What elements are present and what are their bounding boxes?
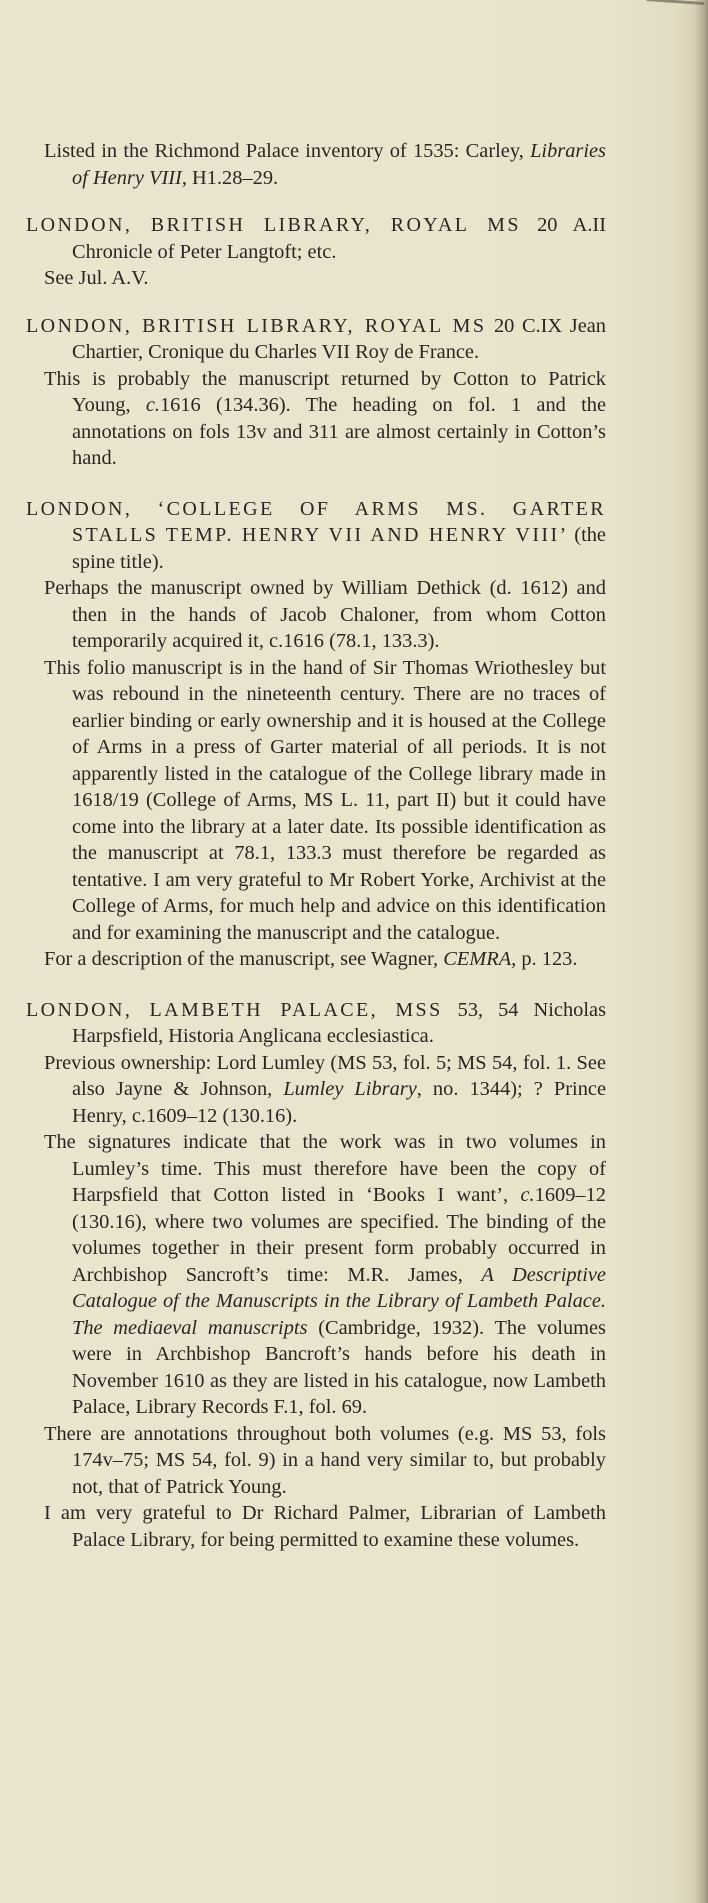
entry-heading: LONDON, BRITISH LIBRARY, ROYAL MS 20 A.II Chronicle of Peter Langtoft; etc.	[26, 214, 606, 263]
entry-royal-ms-20-a-ii	[26, 212, 606, 292]
entry-heading: LONDON, LAMBETH PALACE, MSS 53, 54 Nicholas Harpsfield, Historia Anglicana ecclesiastica.	[26, 998, 606, 1047]
entry-heading: LONDON, BRITISH LIBRARY, ROYAL MS 20 C.IX Jean Chartier, Cronique du Charles VII Roy de France.	[26, 314, 606, 363]
page-content	[26, 138, 606, 1580]
entry-note: The signatures indicate that the work was in two volumes in Lumley’s time. This must therefore have been the copy of Harpsfield that Cotton listed in ‘Books I want’, c.1609–12 (130.16), where two volumes are specified. The binding of the volumes together in their present form probably occurred in Archbishop Sancroft’s time: M.R. James, A Descriptive Catalogue of the Manuscripts in the Library of Lambeth Palace. The mediaeval manuscripts (Cambridge, 1932). The volumes were in Archbishop Bancroft’s hands before his death in November 1610 as they are listed in his catalogue, now Lambeth Palace, Library Records F.1, fol. 69.	[44, 1131, 606, 1418]
entry-heading: LONDON, ‘COLLEGE OF ARMS MS. GARTER STALLS TEMP. HENRY VII AND HENRY VIII’ (the spine title).	[26, 497, 606, 573]
entry-note: There are annotations throughout both volumes (e.g. MS 53, fols 174v–75; MS 54, fol. 9) in a hand very similar to, but probably not, that of Patrick Young.	[44, 1422, 606, 1498]
entry-note: For a description of the manuscript, see Wagner, CEMRA, p. 123.	[44, 948, 578, 970]
entry-note: This folio manuscript is in the hand of Sir Thomas Wriothesley but was rebound in the nineteenth century. There are no traces of earlier binding or early ownership and it is housed at the College of Arms in a press of Garter material of all periods. It is not apparently listed in the catalogue of the College library made in 1618/19 (College of Arms, MS L. 11, part II) but it could have come into the library at a later date. Its possible identification as the manuscript at 78.1, 133.3 must therefore be regarded as tentative. I am very grateful to Mr Robert Yorke, Archivist at the College of Arms, for much help and advice on this identification and for examining the manuscript and the catalogue.	[44, 656, 606, 944]
entry-note: This is probably the manuscript returned by Cotton to Patrick Young, c.1616 (134.36). The heading on fol. 1 and the annotations on fols 13v and 311 are almost certainly in Cotton’s hand.	[44, 367, 606, 469]
entry-note: I am very grateful to Dr Richard Palmer, Librarian of Lambeth Palace Library, for being permitted to examine these volumes.	[44, 1502, 606, 1551]
entry-note: Previous ownership: Lord Lumley (MS 53, fol. 5; MS 54, fol. 1. See also Jayne & Johnson, Lumley Library, no. 1344); ? Prince Henry, c.1609–12 (130.16).	[44, 1051, 606, 1127]
entry-college-of-arms	[26, 496, 606, 973]
entry-note: Perhaps the manuscript owned by William Dethick (d. 1612) and then in the hands of Jacob Chaloner, from whom Cotton temporarily acquired it, c.1616 (78.1, 133.3).	[44, 577, 606, 652]
entry-royal-ms-20-c-ix	[26, 313, 606, 472]
page-gutter-shadow	[694, 0, 708, 1903]
entry-lambeth-palace	[26, 997, 606, 1554]
entry-continuation	[26, 138, 606, 191]
entry-note: See Jul. A.V.	[44, 267, 149, 289]
entry-note: Listed in the Richmond Palace inventory of 1535: Carley, Libraries of Henry VIII, H1.28–29.	[44, 140, 606, 189]
